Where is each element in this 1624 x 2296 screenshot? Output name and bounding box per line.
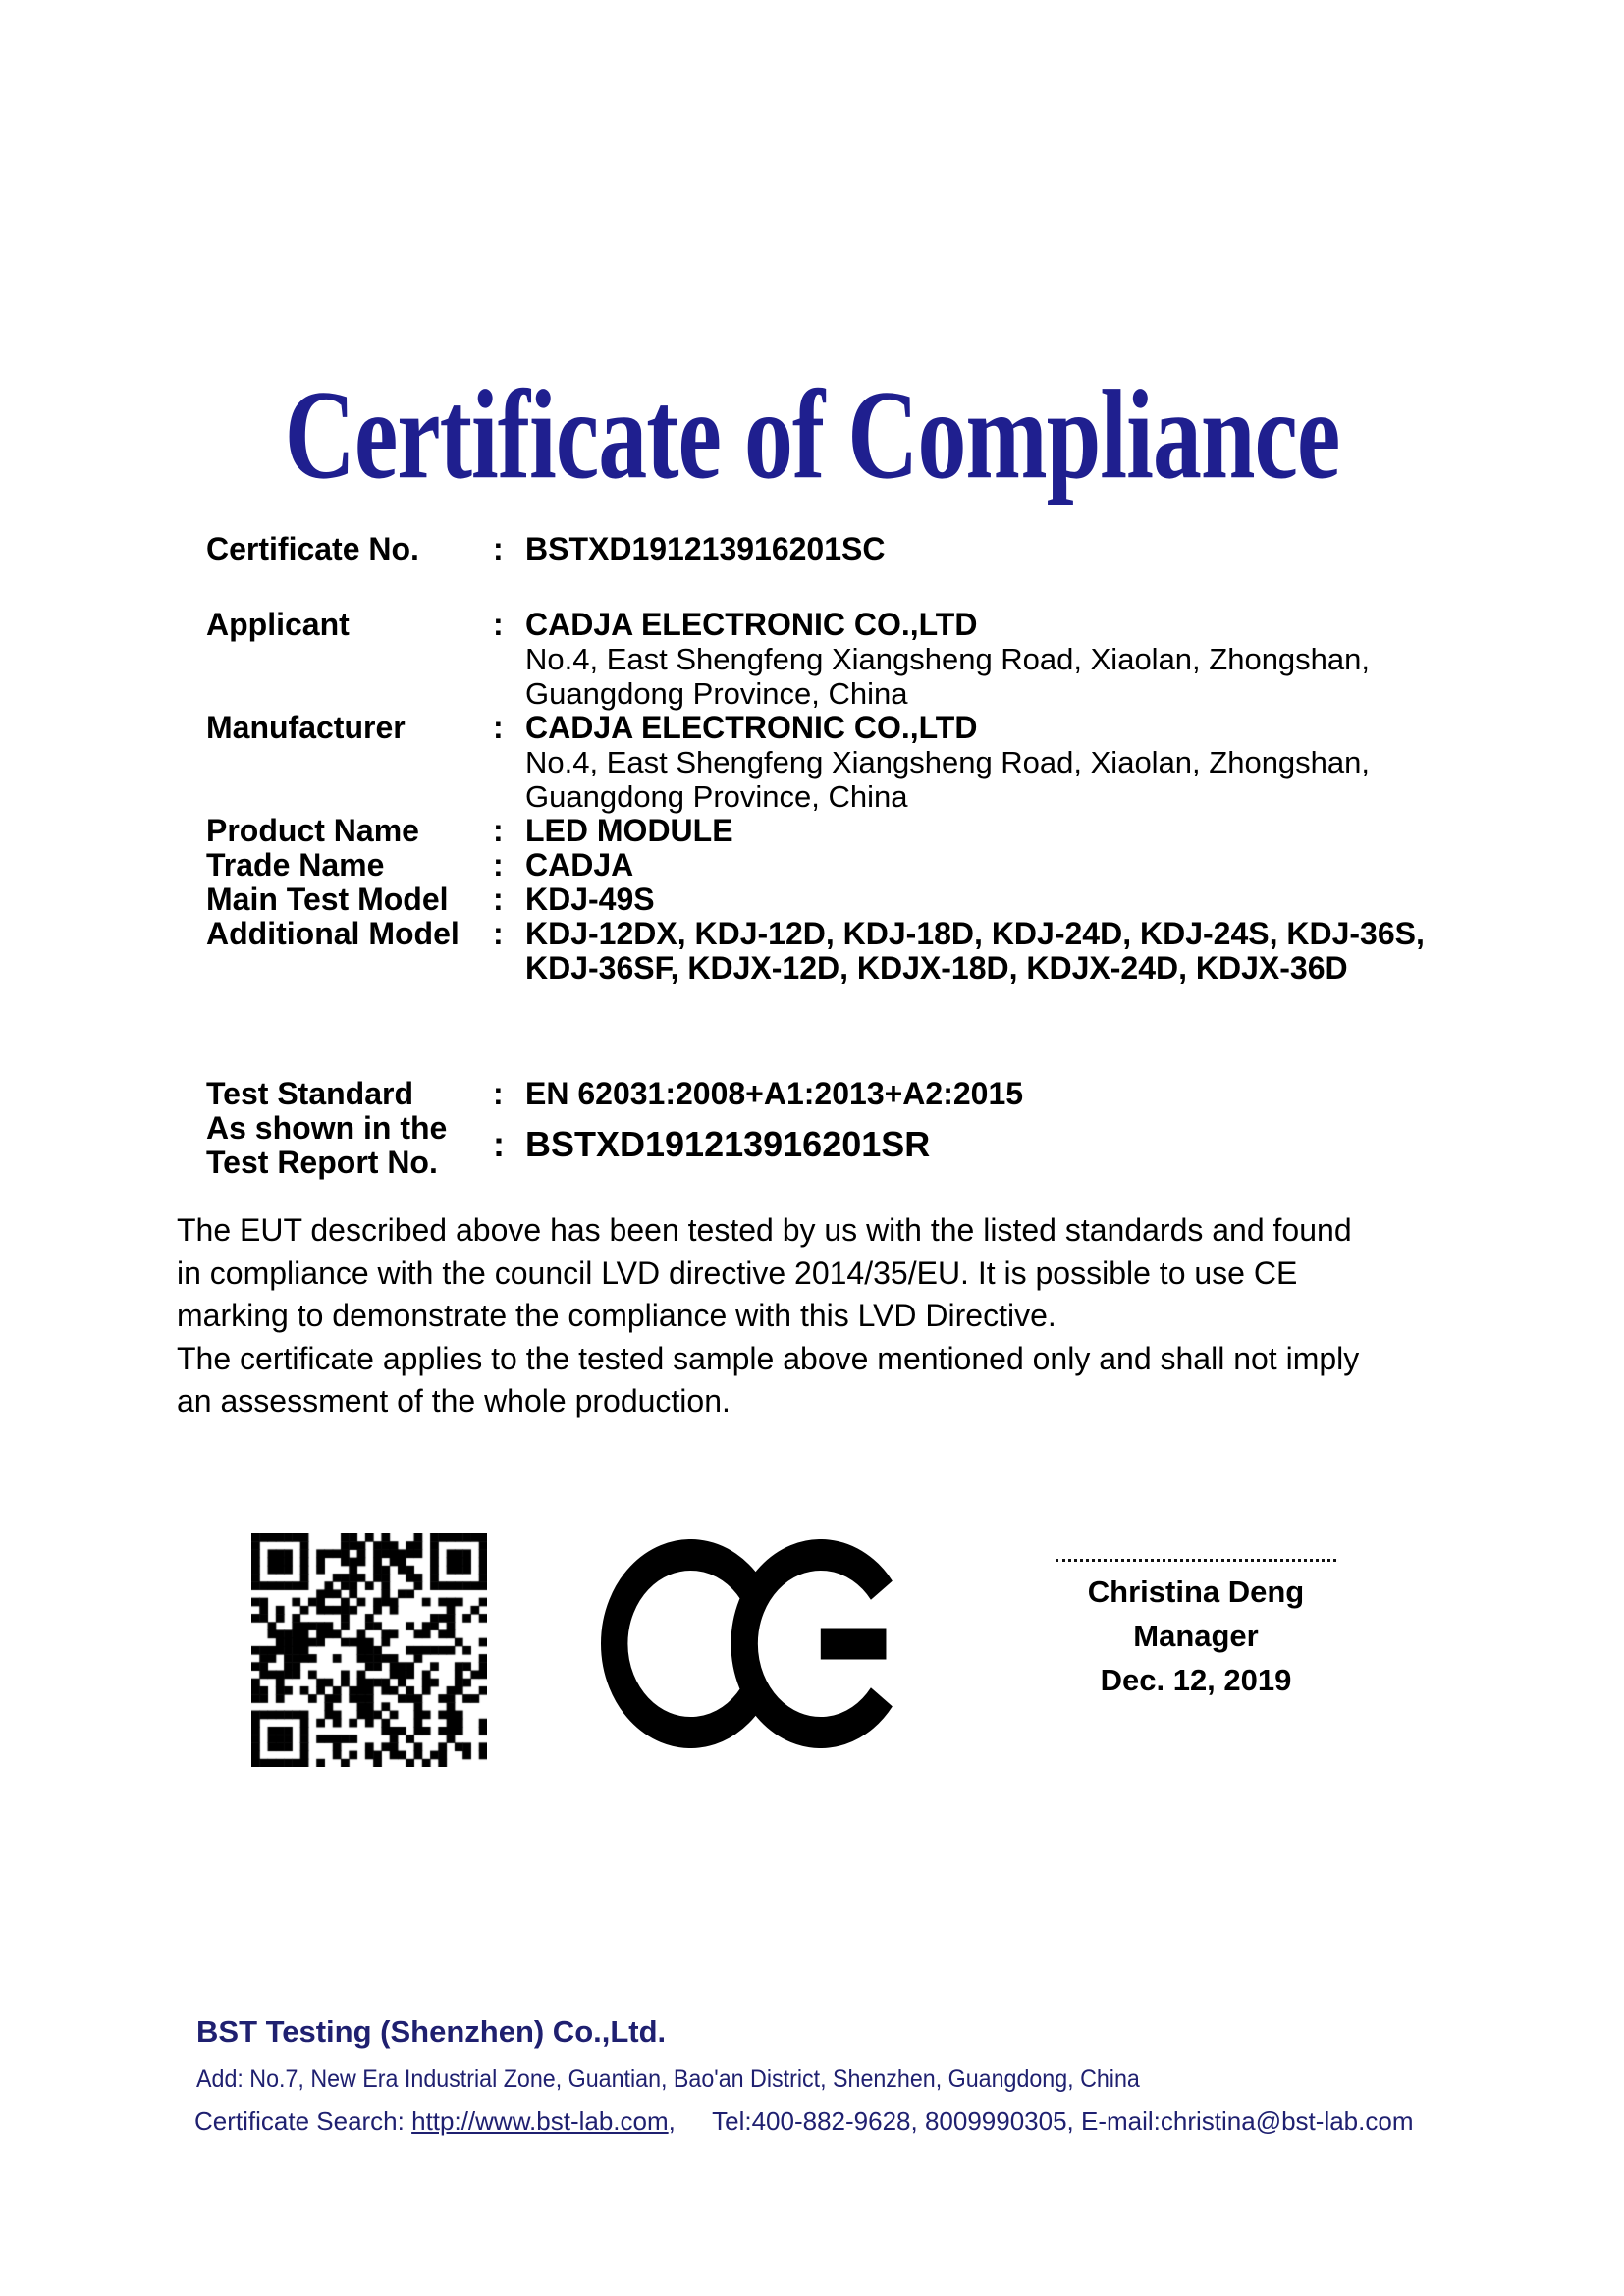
test-standard-row: [493, 1077, 1483, 1111]
footer-company-name: BST Testing (Shenzhen) Co.,Ltd.: [196, 2014, 667, 2049]
colon-separator: :: [493, 710, 504, 745]
manufacturer-value: [525, 711, 1483, 814]
additional-model-line: KDJ-12DX, KDJ-12D, KDJ-18D, KDJ-24D, KDJ-24S, KDJ-36S,: [525, 916, 1425, 951]
trade-name-label: Trade Name: [206, 847, 385, 882]
test-standard-values: [493, 1077, 1483, 1180]
product-name-value: LED MODULE: [525, 813, 733, 848]
manufacturer-name: CADJA ELECTRONIC CO.,LTD: [525, 710, 978, 745]
signature-dotted-line: [1056, 1559, 1336, 1562]
additional-model-line: KDJ-36SF, KDJX-12D, KDJX-18D, KDJX-24D, KDJX-36D: [525, 950, 1348, 986]
statement-line: The EUT described above has been tested by us with the listed standards and found: [177, 1212, 1352, 1248]
product-name-label: Product Name: [206, 813, 419, 848]
colon-separator: :: [493, 881, 504, 917]
trade-name-value: CADJA: [525, 847, 634, 882]
statement-line: The certificate applies to the tested sample above mentioned only and shall not imply: [177, 1340, 1360, 1376]
additional-model-label: Additional Model: [206, 916, 460, 951]
signature-date: Dec. 12, 2019: [1100, 1663, 1292, 1697]
footer-contact-info: Tel:400-882-9628, 8009990305, E-mail:christina@bst-lab.com: [712, 2107, 1414, 2136]
colon-separator: :: [493, 607, 504, 642]
statement-line: marking to demonstrate the compliance with this LVD Directive.: [177, 1298, 1056, 1333]
ce-mark-icon: [601, 1539, 901, 1748]
footer-search-line: [194, 2107, 1413, 2137]
field-test-standard-group: [206, 1077, 1483, 1180]
additional-model-value: [525, 917, 1483, 986]
field-manufacturer: [206, 711, 1483, 814]
test-standard-value: EN 62031:2008+A1:2013+A2:2015: [525, 1076, 1024, 1111]
page-title: Certificate of Compliance: [284, 363, 1340, 506]
main-test-model-label: Main Test Model: [206, 881, 449, 917]
test-report-no-label: Test Report No.: [206, 1145, 438, 1180]
colon-separator: :: [493, 1076, 504, 1111]
applicant-address-line: No.4, East Shengfeng Xiangsheng Road, Xiaolan, Zhongshan,: [525, 642, 1371, 676]
field-applicant: [206, 608, 1483, 711]
field-main-test-model: [206, 882, 1483, 917]
search-separator: ,: [668, 2107, 676, 2136]
certificate-search-link[interactable]: http://www.bst-lab.com: [411, 2107, 669, 2136]
colon-separator: :: [493, 916, 504, 951]
test-report-no-value: BSTXD191213916201SR: [525, 1124, 931, 1164]
colon-separator: :: [493, 847, 504, 882]
certificate-fields: [206, 532, 1483, 1180]
field-product-name: [206, 814, 1483, 848]
manufacturer-address-line: No.4, East Shengfeng Xiangsheng Road, Xiaolan, Zhongshan,: [525, 745, 1371, 779]
test-standard-labels: [206, 1077, 493, 1180]
certificate-no-value: BSTXD191213916201SC: [525, 531, 886, 566]
manufacturer-label: Manufacturer: [206, 710, 406, 745]
colon-separator: :: [493, 531, 504, 566]
main-test-model-value: KDJ-49S: [525, 881, 655, 917]
signatory-name: Christina Deng: [1087, 1575, 1305, 1609]
signatory-role: Manager: [1133, 1619, 1259, 1653]
field-additional-model: [206, 917, 1483, 986]
applicant-name: CADJA ELECTRONIC CO.,LTD: [525, 607, 978, 642]
as-shown-label: As shown in the: [206, 1110, 448, 1146]
colon-separator: :: [493, 813, 504, 848]
applicant-address-line: Guangdong Province, China: [525, 676, 908, 711]
statement-line: an assessment of the whole production.: [177, 1383, 731, 1418]
field-certificate-no: [206, 532, 1483, 566]
certificate-search-label: Certificate Search:: [194, 2107, 405, 2136]
applicant-value: [525, 608, 1483, 711]
qr-code: [251, 1533, 487, 1767]
field-trade-name: [206, 848, 1483, 882]
test-standard-label: Test Standard: [206, 1076, 413, 1111]
statement-line: in compliance with the council LVD directive 2014/35/EU. It is possible to use CE: [177, 1255, 1298, 1291]
certificate-no-label: Certificate No.: [206, 531, 419, 566]
colon-separator: :: [493, 1124, 505, 1164]
test-report-row: [493, 1125, 1483, 1164]
manufacturer-address-line: Guangdong Province, China: [525, 779, 908, 814]
signature-block: [1019, 1559, 1373, 1702]
footer-company-address: Add: No.7, New Era Industrial Zone, Guantian, Bao'an District, Shenzhen, Guangdong, China: [196, 2065, 1140, 2093]
applicant-label: Applicant: [206, 607, 350, 642]
compliance-statement: [177, 1209, 1512, 1423]
